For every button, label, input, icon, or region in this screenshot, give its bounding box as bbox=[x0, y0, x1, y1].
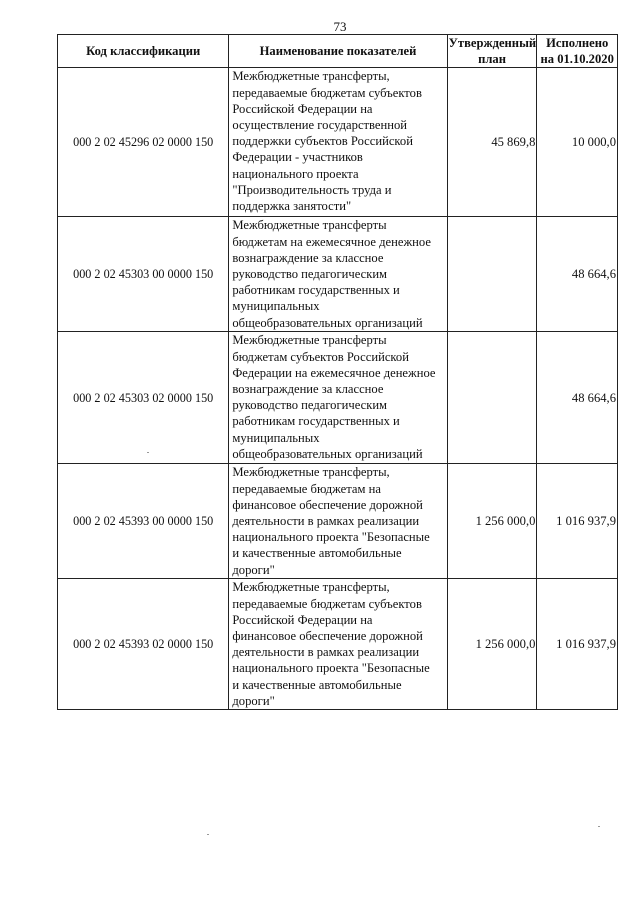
budget-execution-table bbox=[57, 34, 618, 710]
scan-speck bbox=[147, 452, 149, 453]
page-number: 73 bbox=[333, 19, 347, 34]
executed-cell: 10 000,0 bbox=[537, 68, 618, 217]
table-row bbox=[58, 217, 618, 332]
table-body bbox=[58, 68, 618, 710]
executed-cell: 1 016 937,9 bbox=[537, 464, 618, 579]
classification-code-cell: 000 2 02 45393 00 0000 150 bbox=[58, 464, 229, 579]
classification-code-cell: 000 2 02 45393 02 0000 150 bbox=[58, 579, 229, 710]
approved-plan-cell bbox=[447, 332, 537, 464]
scan-speck bbox=[598, 826, 600, 827]
executed-cell: 1 016 937,9 bbox=[537, 579, 618, 710]
executed-cell: 48 664,6 bbox=[537, 332, 618, 464]
table-row bbox=[58, 464, 618, 579]
header-executed: Исполнено на 01.10.2020 bbox=[537, 35, 618, 68]
indicator-name-cell: Межбюджетные трансферты, передаваемые бюджетам субъектов Российской Федерации на финансовое обеспечение дорожной деятельности в рамках реализации национального проекта "Безопасные и качественные автомобильные дороги" bbox=[229, 579, 447, 710]
approved-plan-cell: 1 256 000,0 bbox=[447, 579, 537, 710]
table-row bbox=[58, 68, 618, 217]
executed-cell: 48 664,6 bbox=[537, 217, 618, 332]
table-header bbox=[58, 35, 618, 68]
approved-plan-cell: 45 869,8 bbox=[447, 68, 537, 217]
header-classification-code: Код классификации bbox=[58, 35, 229, 68]
indicator-name-cell: Межбюджетные трансферты бюджетам на ежемесячное денежное вознаграждение за классное руководство педагогическим работникам государственных и муниципальных общеобразовательных организаций bbox=[229, 217, 447, 332]
indicator-name-cell: Межбюджетные трансферты, передаваемые бюджетам субъектов Российской Федерации на осуществление государственной поддержки субъектов Российской Федерации - участников национального проекта "Производительность труда и поддержка занятости" bbox=[229, 68, 447, 217]
table-row bbox=[58, 332, 618, 464]
header-approved-plan: Утвержденный план bbox=[448, 36, 537, 67]
classification-code-cell: 000 2 02 45303 02 0000 150 bbox=[58, 332, 229, 464]
classification-code-cell: 000 2 02 45303 00 0000 150 bbox=[58, 217, 229, 332]
classification-code-cell: 000 2 02 45296 02 0000 150 bbox=[58, 68, 229, 217]
header-indicator-name: Наименование показателей bbox=[229, 35, 447, 68]
header-row bbox=[58, 35, 618, 68]
table-row bbox=[58, 579, 618, 710]
approved-plan-cell bbox=[447, 217, 537, 332]
indicator-name-cell: Межбюджетные трансферты, передаваемые бюджетам на финансовое обеспечение дорожной деятельности в рамках реализации национального проекта "Безопасные и качественные автомобильные дороги" bbox=[229, 464, 447, 579]
scan-speck bbox=[207, 834, 209, 835]
approved-plan-cell: 1 256 000,0 bbox=[447, 464, 537, 579]
indicator-name-cell: Межбюджетные трансферты бюджетам субъектов Российской Федерации на ежемесячное денежное вознаграждение за классное руководство педагогическим работникам государственных и муниципальных общеобразовательных организаций bbox=[229, 332, 447, 464]
